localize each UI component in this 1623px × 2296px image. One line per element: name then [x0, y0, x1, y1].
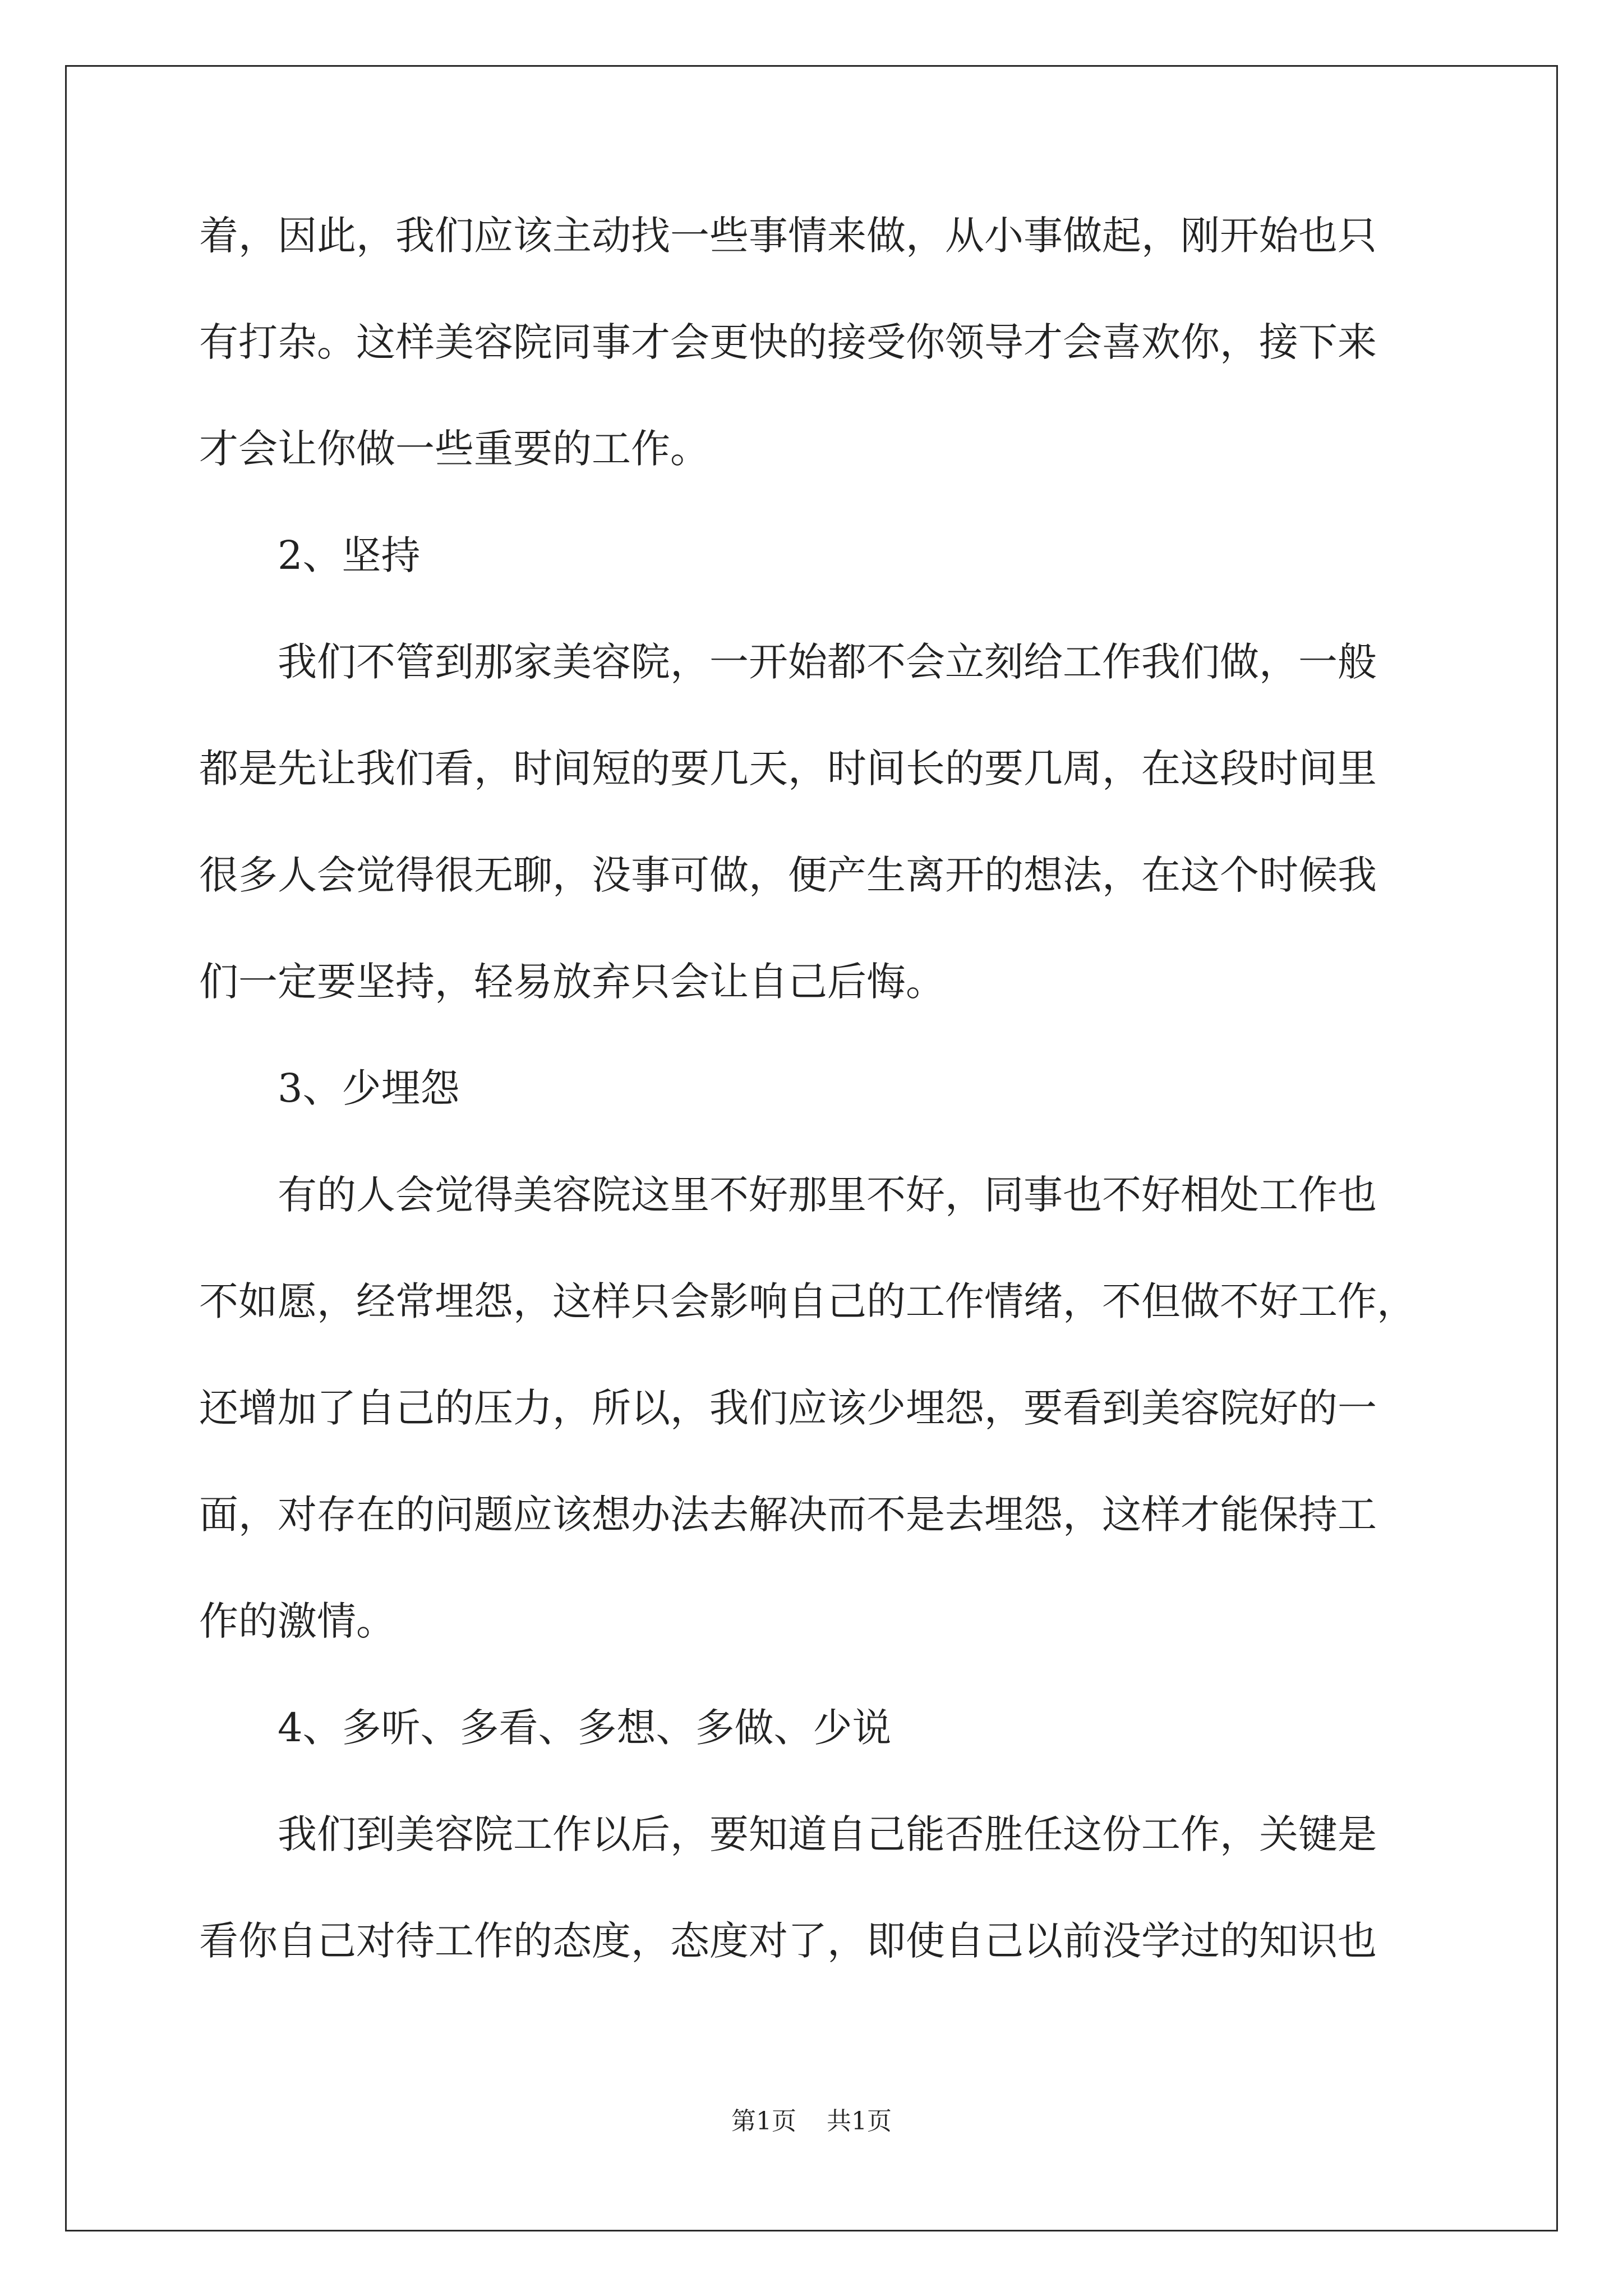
section-heading-2: 2、坚持 [278, 532, 421, 578]
paragraph-3-line-3: 还增加了自己的压力，所以，我们应该少埋怨，要看到美容院好的一 [199, 1385, 1377, 1431]
paragraph-3-line-4: 面，对存在的问题应该想办法去解决而不是去埋怨，这样才能保持工 [199, 1492, 1377, 1538]
paragraph-2-line-1: 我们不管到那家美容院，一开始都不会立刻给工作我们做，一般 [278, 639, 1377, 685]
paragraph-1-line-1: 着，因此，我们应该主动找一些事情来做，从小事做起，刚开始也只 [199, 213, 1377, 259]
paragraph-2-line-3: 很多人会觉得很无聊，没事可做，便产生离开的想法，在这个时候我 [199, 852, 1377, 898]
page-number: 第1页 [731, 2107, 796, 2136]
section-heading-3: 3、少埋怨 [278, 1065, 460, 1111]
paragraph-1-line-3: 才会让你做一些重要的工作。 [199, 426, 709, 472]
paragraph-4-line-2: 看你自己对待工作的态度，态度对了，即使自己以前没学过的知识也 [199, 1918, 1377, 1964]
paragraph-2-line-2: 都是先让我们看，时间短的要几天，时间长的要几周，在这段时间里 [199, 746, 1377, 792]
page-total: 共1页 [827, 2107, 892, 2136]
page-footer [0, 2101, 1623, 2137]
paragraph-1-line-2: 有打杂。这样美容院同事才会更快的接受你领导才会喜欢你，接下来 [199, 319, 1377, 365]
paragraph-3-line-1: 有的人会觉得美容院这里不好那里不好，同事也不好相处工作也 [278, 1172, 1377, 1218]
page-border [65, 65, 1558, 2231]
paragraph-3-line-2: 不如愿，经常埋怨，这样只会影响自己的工作情绪，不但做不好工作， [199, 1278, 1416, 1324]
paragraph-4-line-1: 我们到美容院工作以后，要知道自己能否胜任这份工作，关键是 [278, 1811, 1377, 1857]
paragraph-3-line-5: 作的激情。 [199, 1598, 395, 1644]
section-heading-4: 4、多听、多看、多想、多做、少说 [278, 1705, 892, 1751]
paragraph-2-line-4: 们一定要坚持，轻易放弃只会让自己后悔。 [199, 959, 945, 1005]
